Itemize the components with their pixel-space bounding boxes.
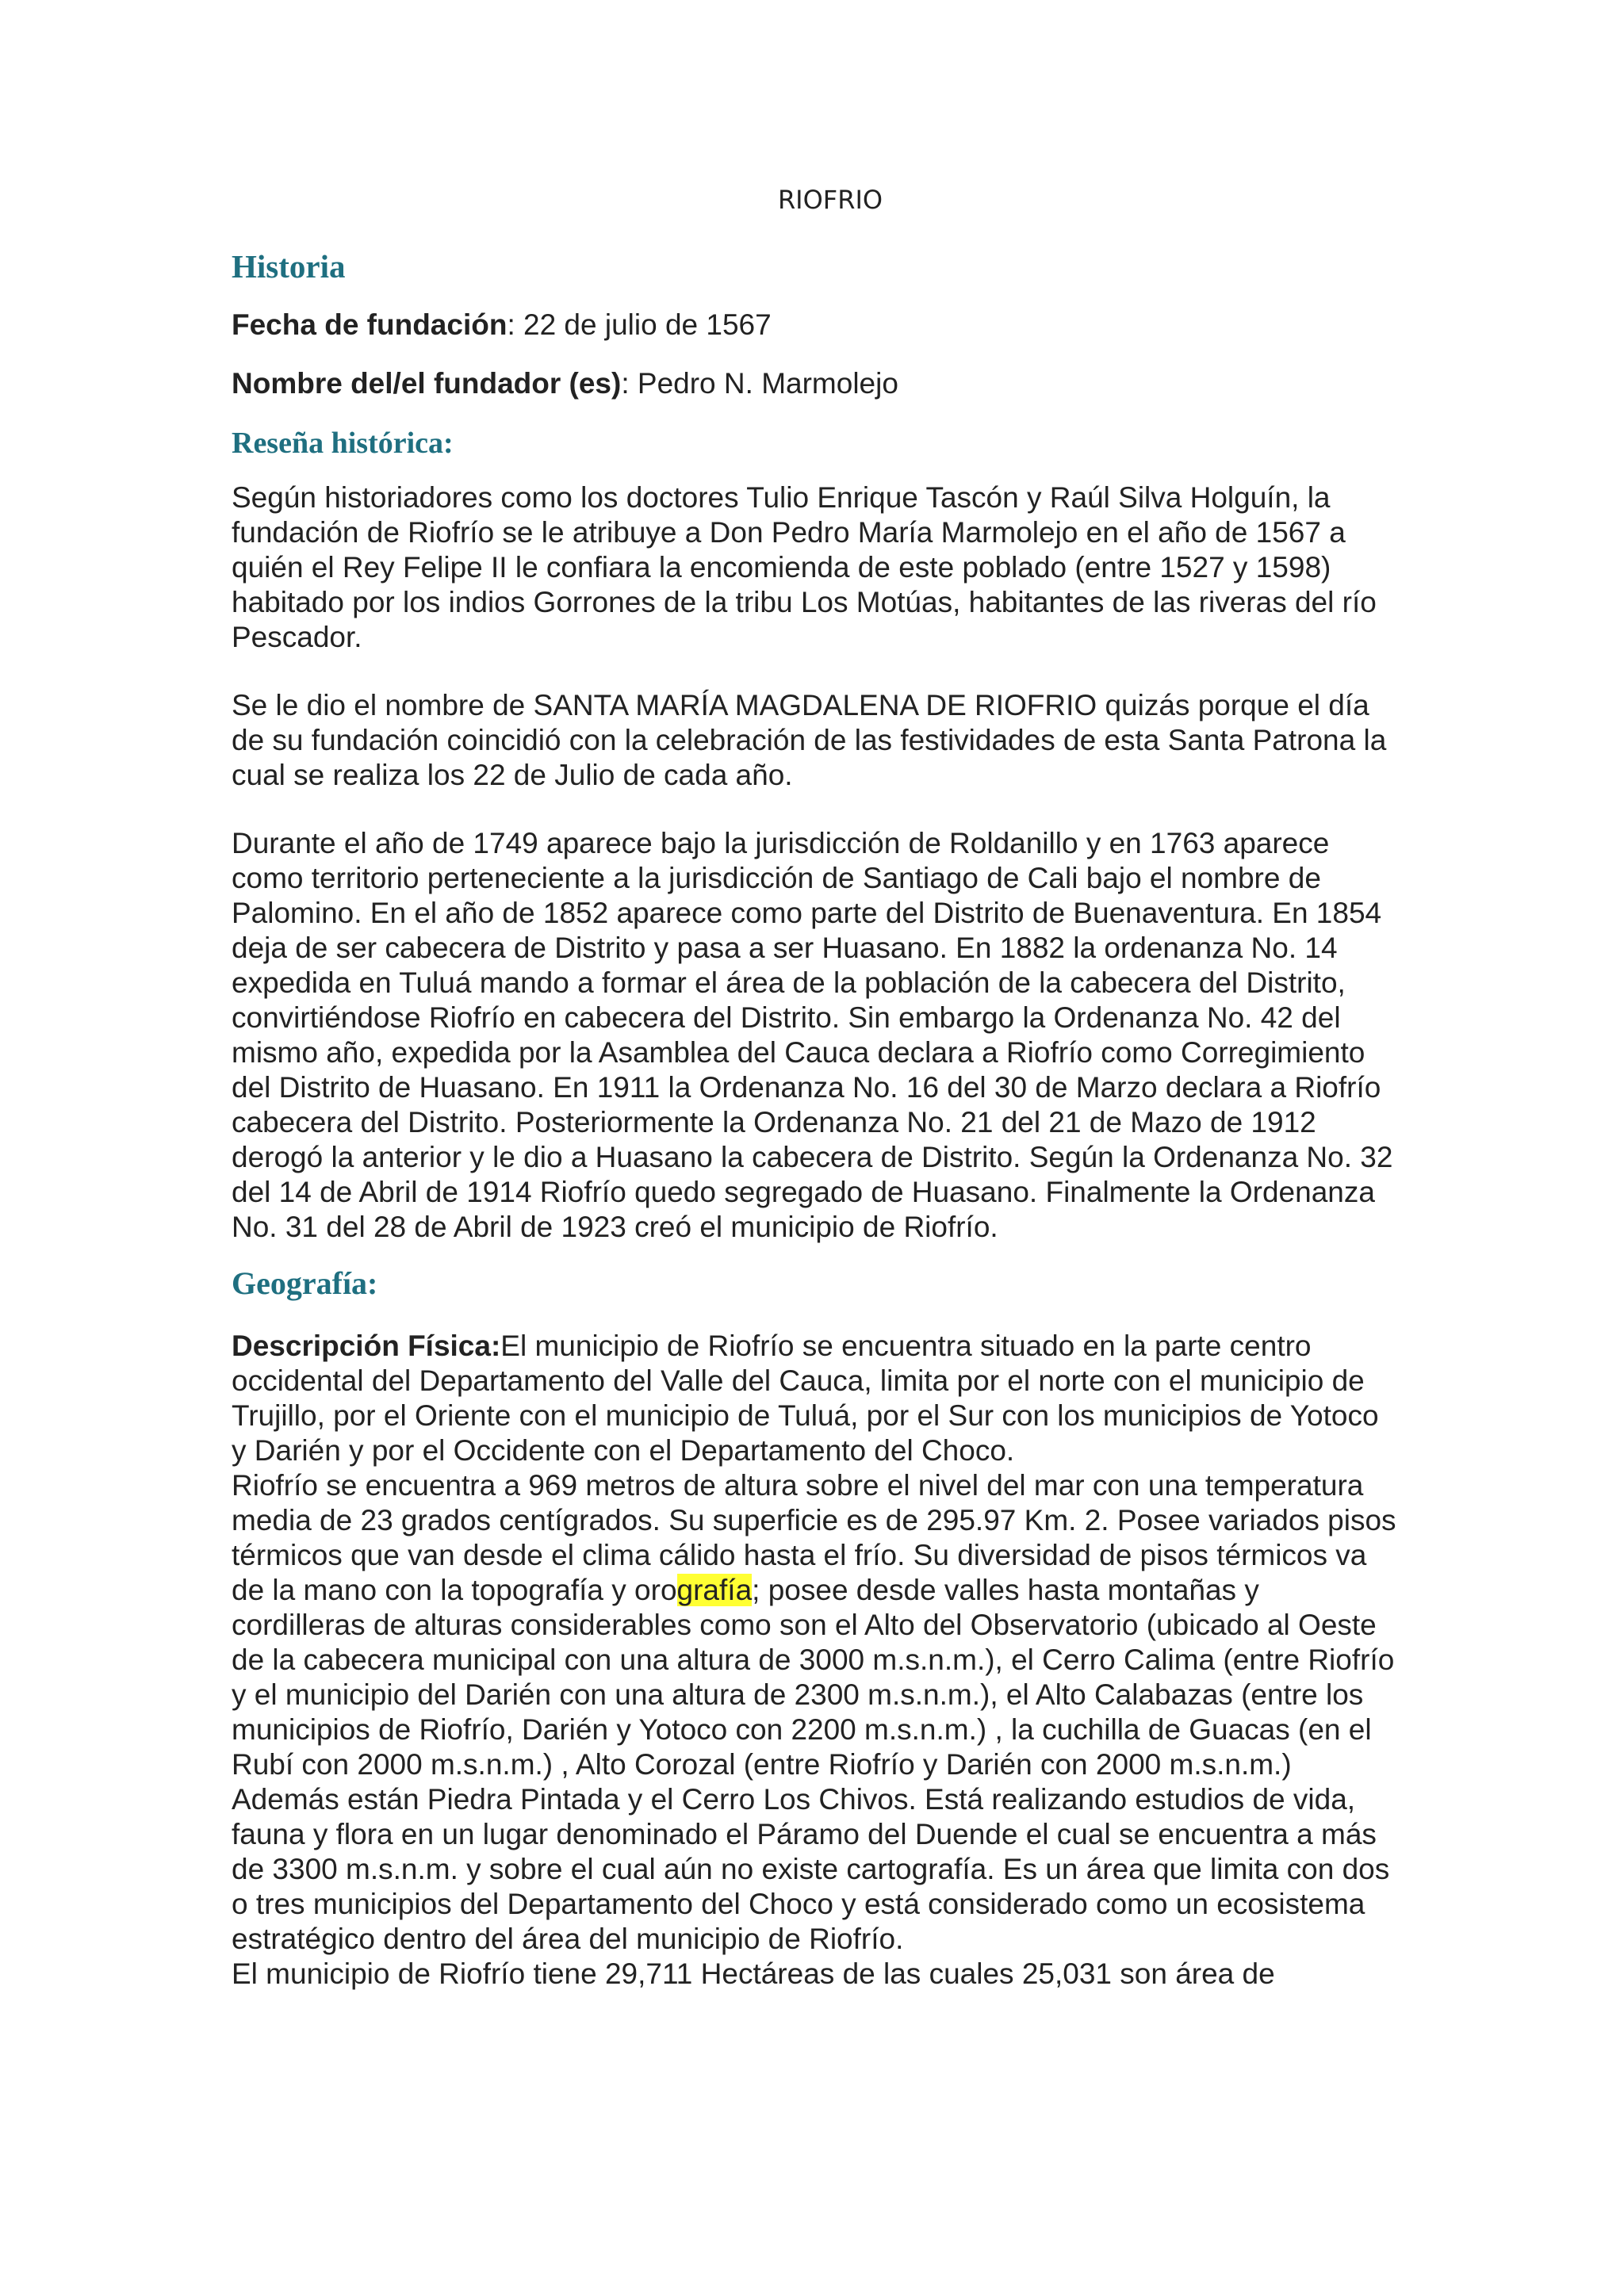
fundacion-value: : 22 de julio de 1567 xyxy=(507,308,772,341)
historia-paragraph-3: Durante el año de 1749 aparece bajo la jurisdicción de Roldanillo y en 1763 aparece como territorio perteneciente a la jurisdicción de Santiago de Cali bajo el nombre de Palomino. En el año de 1852 aparece como parte del Distrito de Buenaventura. En 1854 deja de ser cabecera de Distrito y pasa a ser Huasano. En 1882 la ordenanza No. 14 expedida en Tuluá mando a formar el área de la población de la cabecera del Distrito, convirtiéndose Riofrío en cabecera del Distrito. Sin embargo la Ordenanza No. 42 del mismo año, expedida por la Asamblea del Cauca declara a Riofrío como Corregimiento del Distrito de Huasano. En 1911 la Ordenanza No. 16 del 30 de Marzo declara a Riofrío cabecera del Distrito. Posteriormente la Ordenanza No. 21 del 21 de Mazo de 1912 derogó la anterior y le dio a Huasano la cabecera de Distrito. Según la Ordenanza No. 32 del 14 de Abril de 1914 Riofrío quedo segregado de Huasano. Finalmente la Ordenanza No. 31 del 28 de Abril de 1923 creó el municipio de Riofrío. xyxy=(232,827,1393,1243)
resena-heading: Reseña histórica: xyxy=(232,427,454,460)
historia-paragraph-2: Se le dio el nombre de SANTA MARÍA MAGDALENA DE RIOFRIO quizás porque el día de su fundación coincidió con la celebración de las festividades de esta Santa Patrona la cual se realiza los 22 de Julio de cada año. xyxy=(232,689,1387,791)
fundacion-label: Fecha de fundación xyxy=(232,308,508,341)
highlighted-text: grafía xyxy=(676,1574,753,1606)
document-page xyxy=(232,182,1397,1992)
geografia-paragraph-2-end: ; posee desde valles hasta montañas y cordilleras de alturas considerables como son el Alto del Observatorio (ubicado al Oeste de la cabecera municipal con una altura de 3000 m.s.n.m.), el Cerro Calima (entre Riofrío y el municipio del Darién con una altura de 2300 m.s.n.m.), el Alto Calabazas (entre los municipios de Riofrío, Darién y Yotoco con 2200 m.s.n.m.) , la cuchilla de Guacas (en el Rubí con 2000 m.s.n.m.) , Alto Corozal (entre Riofrío y Darién con 2000 m.s.n.m.) Además están Piedra Pintada y el Cerro Los Chivos. Está realizando estudios de vida, fauna y flora en un lugar denominado el Páramo del Duende el cual se encuentra a más de 3300 m.s.n.m. y sobre el cual aún no existe cartografía. Es un área que limita con dos o tres municipios del Departamento del Choco y está considerado como un ecosistema estratégico dentro del área del municipio de Riofrío. xyxy=(232,1574,1395,1955)
fundador-value: : Pedro N. Marmolejo xyxy=(621,367,898,400)
fundacion-field xyxy=(232,308,1397,342)
document-title: RIOFRIO xyxy=(777,185,883,215)
fundador-field xyxy=(232,366,1397,401)
descripcion-fisica-label: Descripción Física: xyxy=(232,1330,501,1362)
geografia-heading: Geografía: xyxy=(232,1265,378,1301)
geografia-paragraph-2-start: Riofrío se encuentra a 969 metros de altura sobre el nivel del mar con una temperatura media de 23 grados centígrados. Su superficie es de 295.97 Km. 2. Posee variados pisos térmicos que van desde el clima cálido hasta el frío. Su diversidad de pisos térmicos va de la mano con la topografía y oro xyxy=(232,1469,1396,1606)
geografia-paragraph-3: El municipio de Riofrío tiene 29,711 Hectáreas de las cuales 25,031 son área de xyxy=(232,1957,1275,1990)
descripcion-fisica-paragraph xyxy=(232,1329,1397,1468)
historia-paragraph-1: Según historiadores como los doctores Tulio Enrique Tascón y Raúl Silva Holguín, la fundación de Riofrío se le atribuye a Don Pedro María Marmolejo en el año de 1567 a quién el Rey Felipe II le confiara la encomienda de este poblado (entre 1527 y 1598) habitado por los indios Gorrones de la tribu Los Motúas, habitantes de las riveras del río Pescador. xyxy=(232,481,1377,653)
descripcion-fisica-text: El municipio de Riofrío se encuentra situado en la parte centro occidental del Departamento del Valle del Cauca, limita por el norte con el municipio de Trujillo, por el Oriente con el municipio de Tuluá, por el Sur con los municipios de Yotoco y Darién y por el Occidente con el Departamento del Choco. xyxy=(232,1330,1379,1467)
historia-heading: Historia xyxy=(232,248,346,285)
geografia-paragraph-2 xyxy=(232,1468,1397,1957)
fundador-label: Nombre del/el fundador (es) xyxy=(232,367,622,400)
